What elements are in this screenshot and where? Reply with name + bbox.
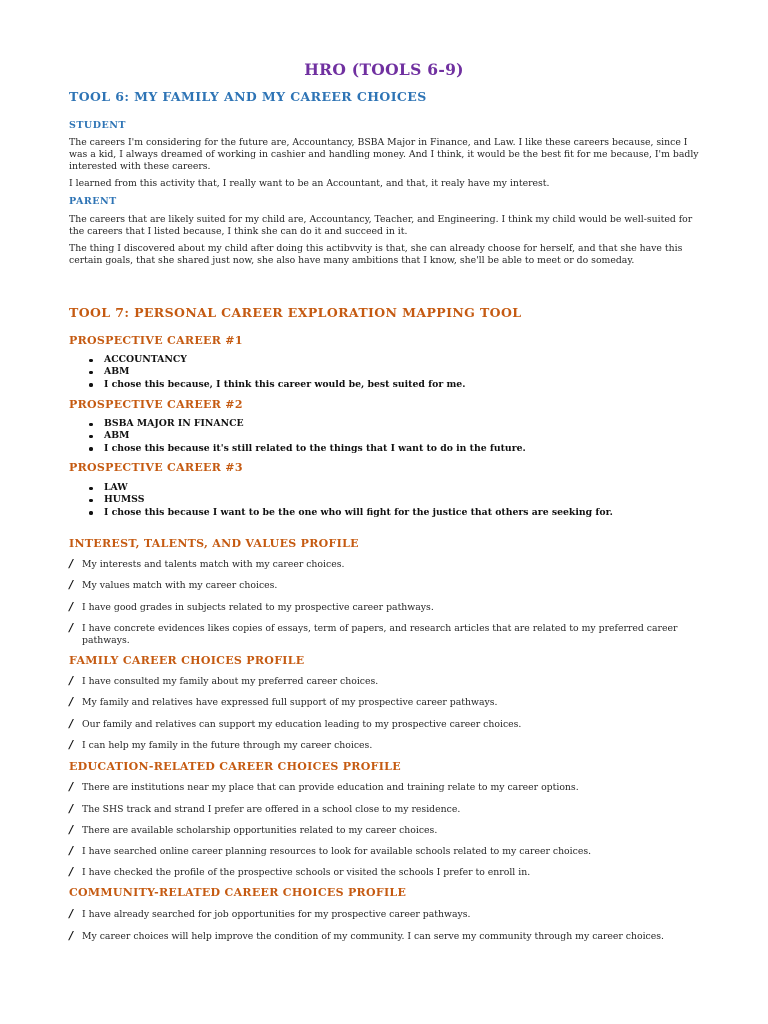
checklist-item: / My interests and talents match with my career choices. (69, 557, 345, 570)
list-item: HUMSS (69, 494, 613, 506)
list-item: I chose this because, I think this career would be, best suited for me. (69, 379, 465, 391)
list-item: ACCOUNTANCY (69, 354, 465, 366)
education-profile-heading: EDUCATION-RELATED CAREER CHOICES PROFILE (69, 760, 401, 773)
checklist-item: / The SHS track and strand I prefer are offered in a school close to my residence. (69, 802, 461, 815)
check-mark-icon: / (69, 844, 74, 857)
check-mark-icon: / (69, 695, 74, 708)
student-label: STUDENT (69, 120, 126, 131)
checklist-item: / I have consulted my family about my preferred career choices. (69, 674, 379, 687)
bullet-icon (89, 511, 93, 515)
interest-profile-heading: INTEREST, TALENTS, AND VALUES PROFILE (69, 537, 359, 550)
bullet-icon (89, 359, 93, 363)
checklist-item: / My career choices will help improve the condition of my community. I can serve my community through my career choices. (69, 929, 664, 942)
checklist-item: / There are institutions near my place that can provide education and training relate to my career options. (69, 780, 579, 793)
list-item: I chose this because it's still related to the things that I want to do in the future. (69, 443, 526, 455)
tool7-heading: TOOL 7: PERSONAL CAREER EXPLORATION MAPPING TOOL (69, 305, 522, 320)
bullet-icon (89, 423, 93, 427)
prospective-career-3-list (69, 482, 613, 519)
list-item: I chose this because I want to be the one who will fight for the justice that others are seeking for. (69, 507, 613, 519)
bullet-icon (89, 435, 93, 439)
check-mark-icon: / (69, 802, 74, 815)
prospective-career-2-heading: PROSPECTIVE CAREER #2 (69, 398, 243, 411)
bullet-icon (89, 371, 93, 375)
list-item: BSBA MAJOR IN FINANCE (69, 418, 526, 430)
check-mark-icon: / (69, 780, 74, 793)
student-paragraph-1: The careers I'm considering for the future are, Accountancy, BSBA Major in Finance, and Law. I like these careers because, since I was a kid, I always dreamed of working in cashier and handling money. And I think, it would be the best fit for me because, I'm badly interested with these careers. (69, 137, 699, 172)
prospective-career-2-list (69, 418, 526, 455)
checklist-item: / I have already searched for job opportunities for my prospective career pathways. (69, 907, 471, 920)
checklist-item: / My family and relatives have expressed full support of my prospective career pathways. (69, 695, 498, 708)
checklist-item: / I have good grades in subjects related to my prospective career pathways. (69, 600, 434, 613)
checklist-item: / My values match with my career choices. (69, 578, 278, 591)
checklist-item: / Our family and relatives can support my education leading to my prospective career choices. (69, 717, 522, 730)
check-mark-icon: / (69, 674, 74, 687)
check-mark-icon: / (69, 907, 74, 920)
check-mark-icon: / (69, 929, 74, 942)
list-item: ABM (69, 430, 526, 442)
bullet-icon (89, 447, 93, 451)
community-profile-heading: COMMUNITY-RELATED CAREER CHOICES PROFILE (69, 886, 407, 899)
check-mark-icon: / (69, 738, 74, 751)
check-mark-icon: / (69, 578, 74, 591)
check-mark-icon: / (69, 557, 74, 570)
tool6-heading: TOOL 6: MY FAMILY AND MY CAREER CHOICES (69, 89, 427, 104)
student-paragraph-2: I learned from this activity that, I really want to be an Accountant, and that, it realy have my interest. (69, 178, 550, 189)
check-mark-icon: / (69, 865, 74, 878)
check-mark-icon: / (69, 621, 74, 634)
prospective-career-1-heading: PROSPECTIVE CAREER #1 (69, 334, 243, 347)
check-mark-icon: / (69, 717, 74, 730)
parent-paragraph-1: The careers that are likely suited for my child are, Accountancy, Teacher, and Engineering. I think my child would be well-suited for the careers that I listed because, I think she can do it and succeed in it. (69, 214, 693, 237)
parent-label: PARENT (69, 196, 117, 207)
bullet-icon (89, 487, 93, 491)
bullet-icon (89, 383, 93, 387)
check-mark-icon: / (69, 600, 74, 613)
checklist-item: / I can help my family in the future through my career choices. (69, 738, 373, 751)
document-title: HRO (TOOLS 6-9) (304, 60, 464, 79)
bullet-icon (89, 499, 93, 503)
family-profile-heading: FAMILY CAREER CHOICES PROFILE (69, 654, 305, 667)
prospective-career-1-list (69, 354, 465, 391)
checklist-item: / I have checked the profile of the prospective schools or visited the schools I prefer to enroll in. (69, 865, 531, 878)
list-item: LAW (69, 482, 613, 494)
parent-paragraph-2: The thing I discovered about my child after doing this actibvvity is that, she can already choose for herself, and that she have this certain goals, that she shared just now, she also have many ambitions that I know, she'll be able to meet or do someday. (69, 243, 683, 266)
check-mark-icon: / (69, 823, 74, 836)
checklist-item: / I have concrete evidences likes copies of essays, term of papers, and research articles that are related to my preferred career pathways. (69, 621, 678, 646)
list-item: ABM (69, 366, 465, 378)
checklist-item: / I have searched online career planning resources to look for available schools related to my career choices. (69, 844, 592, 857)
checklist-item: / There are available scholarship opportunities related to my career choices. (69, 823, 438, 836)
prospective-career-3-heading: PROSPECTIVE CAREER #3 (69, 461, 243, 474)
